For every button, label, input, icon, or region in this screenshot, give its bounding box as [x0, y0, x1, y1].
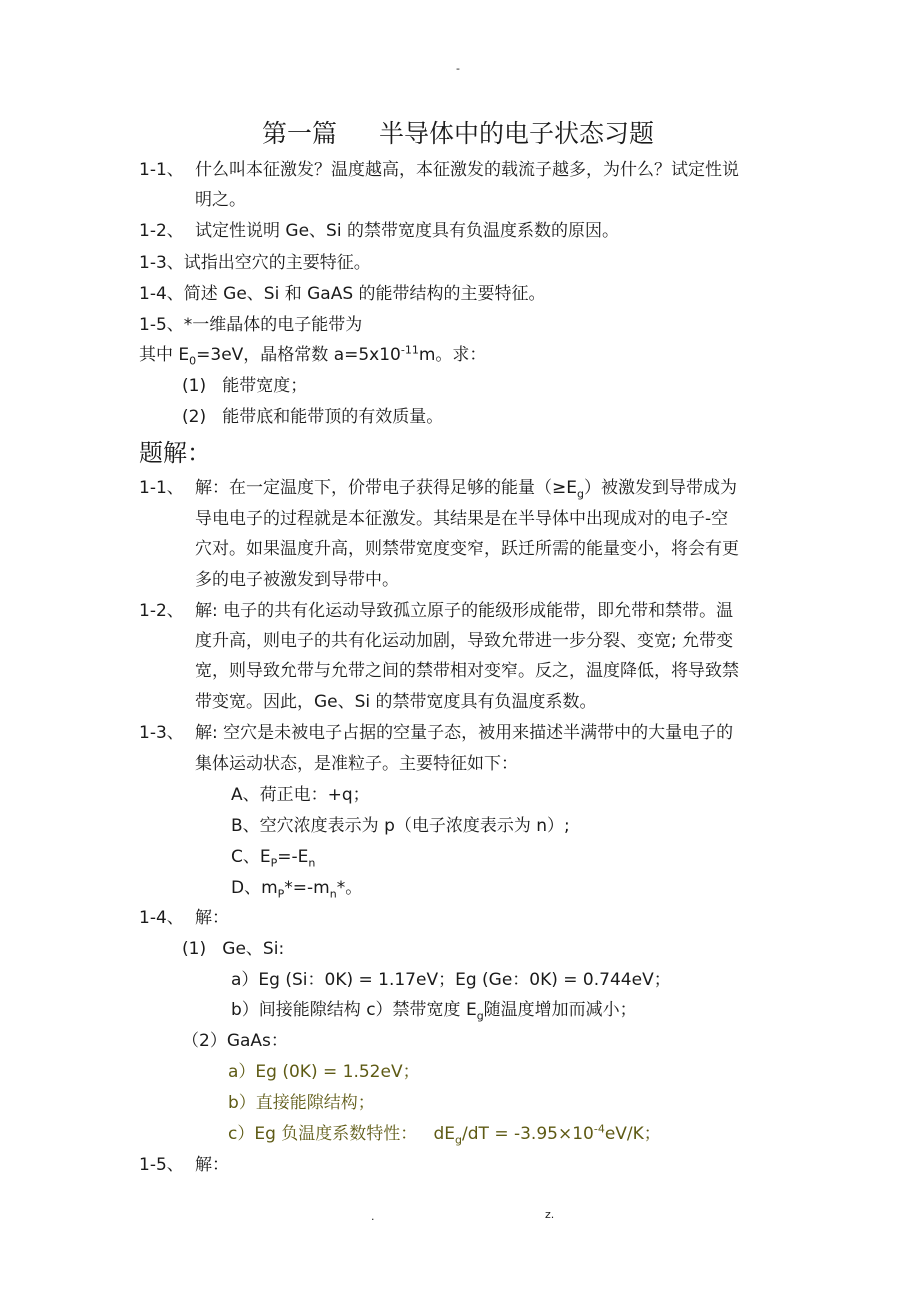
answer-1-4-label: 解： — [195, 908, 229, 928]
problem-1-1-line2: 明之。 — [195, 190, 246, 210]
ge-si-item-a: a）Eg (Si：0K) = 1.17eV；Eg (Ge：0K) = 0.744eV； — [231, 970, 671, 990]
hole-feature-b: B、空穴浓度表示为 p（电子浓度表示为 n）; — [231, 816, 570, 836]
answer-1-5-label: 解： — [195, 1155, 229, 1175]
gaas-item-a: a）Eg (0K) = 1.52eV； — [228, 1062, 420, 1082]
footer-mark: z. — [545, 1208, 555, 1221]
gaas-heading: （2）GaAs： — [182, 1031, 288, 1051]
footer-dot: . — [371, 1210, 375, 1223]
answer-1-1-line4: 多的电子被激发到导带中。 — [195, 570, 399, 590]
ge-si-item-b: b）间接能隙结构 c）禁带宽度 $E_g$随温度增加而减小； — [231, 1000, 637, 1023]
section-heading: 题解： — [139, 439, 211, 467]
answer-1-2-line4: 带变宽。因此，Ge、Si 的禁带宽度具有负温度系数。 — [195, 692, 597, 712]
hole-feature-a: A、荷正电：+q； — [231, 785, 370, 805]
given-line: 其中 $E_0=3eV$，晶格常数 $a=5x10^{-11}m$。求： — [139, 343, 487, 368]
problem-1-1-number: 1-1、 — [139, 160, 184, 180]
title-part2: 半导体中的电子状态习题 — [379, 119, 655, 148]
title-part1: 第一篇 — [262, 119, 338, 148]
problem-1-3: 1-3、试指出空穴的主要特征。 — [139, 253, 371, 273]
answer-1-3-line2: 集体运动状态，是准粒子。主要特征如下： — [195, 754, 518, 774]
problem-1-4: 1-4、简述 Ge、Si 和 GaAS 的能带结构的主要特征。 — [139, 284, 546, 304]
header-mark: - — [456, 62, 460, 75]
answer-1-2-number: 1-2、 — [139, 601, 184, 621]
problem-1-1-line1: 什么叫本征激发？温度越高，本征激发的载流子越多，为什么？试定性说 — [195, 160, 739, 180]
problem-1-2-text: 试定性说明 Ge、Si 的禁带宽度具有负温度系数的原因。 — [195, 221, 619, 241]
answer-1-1-line1: 解：在一定温度下，价带电子获得足够的能量$(\ge E_g)$被激发到导带成为 — [195, 478, 737, 501]
answer-1-1-line3: 穴对。如果温度升高，则禁带宽度变窄，跃迁所需的能量变小，将会有更 — [195, 539, 739, 559]
problem-1-2-number: 1-2、 — [139, 221, 184, 241]
hole-feature-d: D、$m_P*=-m_n*$。 — [231, 878, 363, 901]
answer-1-2-line1: 解: 电子的共有化运动导致孤立原子的能级形成能带，即允带和禁带。温 — [195, 601, 734, 621]
answer-1-2-line2: 度升高，则电子的共有化运动加剧，导致允带进一步分裂、变宽; 允带变 — [195, 631, 734, 651]
answer-1-4-number: 1-4、 — [139, 908, 184, 928]
gaas-item-b: b）直接能隙结构； — [228, 1093, 375, 1113]
page-title — [262, 116, 654, 152]
answer-1-3-number: 1-3、 — [139, 723, 184, 743]
problem-1-5: 1-5、*一维晶体的电子能带为 — [139, 315, 363, 335]
answer-1-5-number: 1-5、 — [139, 1155, 184, 1175]
answer-1-1-line2: 导电电子的过程就是本征激发。其结果是在半导体中出现成对的电子-空 — [195, 509, 729, 529]
answer-1-1-number: 1-1、 — [139, 478, 184, 498]
sub-question-1: (1) 能带宽度； — [182, 376, 308, 396]
gaas-item-c: c）Eg 负温度系数特性： $dE_g/dT = -3.95\times 10^{-4}eV/K$； — [228, 1122, 661, 1147]
answer-1-2-line3: 宽，则导致允带与允带之间的禁带相对变窄。反之，温度降低，将导致禁 — [195, 661, 739, 681]
hole-feature-c: C、$E_P=-E_n$ — [231, 847, 316, 870]
sub-question-2: (2) 能带底和能带顶的有效质量。 — [182, 407, 444, 427]
ge-si-heading: (1) Ge、Si: — [182, 939, 285, 959]
answer-1-3-line1: 解: 空穴是未被电子占据的空量子态，被用来描述半满带中的大量电子的 — [195, 723, 734, 743]
